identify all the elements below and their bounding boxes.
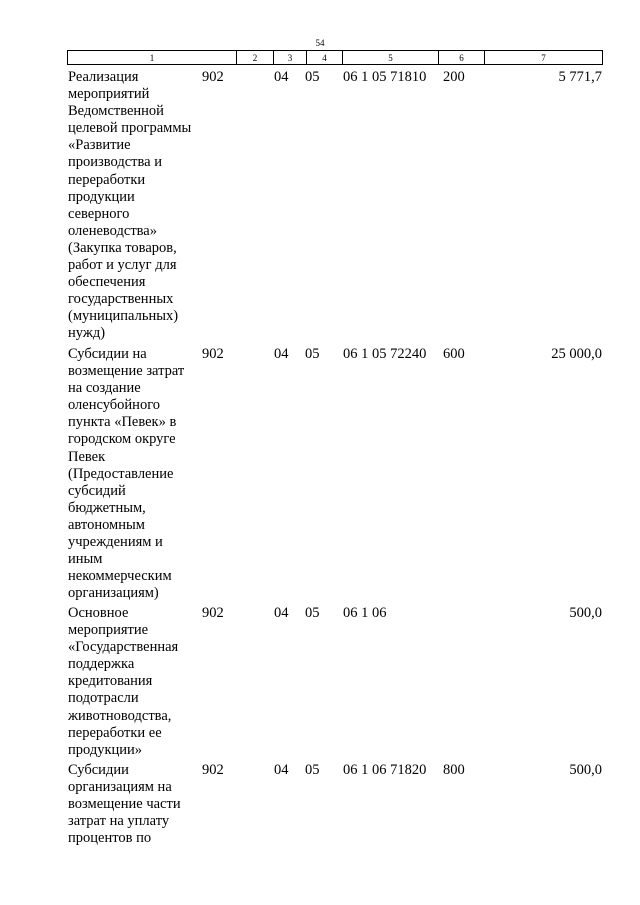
row-amount: 500,0 [569,762,602,778]
column-header-table [67,50,603,65]
row-name [68,762,200,847]
name-line: затрат на уплату [68,813,170,830]
name-line: оленсубойного [68,397,161,414]
row-section: 04 [274,605,289,621]
name-line: организациям на [68,779,172,796]
name-line: иным [68,551,103,568]
column-header-6: 6 [439,51,485,65]
name-line: продукции [68,188,135,205]
name-line: «Государственная [68,639,179,656]
row-section: 04 [274,346,289,362]
name-line: Основное [68,605,129,621]
name-line: пункта «Певек» в [68,414,177,431]
name-line: Певек [68,448,106,465]
name-line: (муниципальных) [68,308,179,325]
name-line: мероприятий [68,86,150,103]
name-line: (Предоставление [68,465,174,482]
name-line: государственных [68,291,174,308]
row-subsection: 05 [305,69,320,85]
name-line: субсидий [68,482,126,499]
row-name [68,69,200,343]
column-header-row [68,51,603,65]
row-target-code: 06 1 05 71810 [343,69,427,85]
row-expense-type: 800 [443,762,465,778]
name-line: Ведомственной [68,103,164,120]
name-line: животноводства, [68,707,172,724]
row-expense-type: 600 [443,346,465,362]
name-line: некоммерческим [68,568,172,585]
name-line: кредитования [68,673,153,690]
row-target-code: 06 1 06 [343,605,387,621]
column-header-2: 2 [237,51,274,65]
name-line: Субсидии на [68,346,147,362]
column-header-5: 5 [343,51,439,65]
row-name [68,605,200,759]
name-line: процентов по [68,830,152,847]
name-line: бюджетным, [68,499,146,516]
row-section: 04 [274,762,289,778]
name-line: (Закупка товаров, [68,239,177,256]
name-line: учреждениям и [68,534,163,551]
name-line: организациям) [68,585,159,602]
name-line: подотрасли [68,690,139,707]
name-line: работ и услуг для [68,257,177,274]
row-target-code: 06 1 06 71820 [343,762,427,778]
name-line: автономным [68,516,145,533]
page-number: 54 [315,38,325,48]
column-header-4: 4 [307,51,343,65]
row-amount: 25 000,0 [551,346,602,362]
row-target-code: 06 1 05 72240 [343,346,427,362]
name-line: северного [68,205,130,222]
name-line: переработки [68,171,146,188]
name-line: на создание [68,380,141,397]
name-line: поддержка [68,656,135,673]
row-admin-code: 902 [202,69,224,85]
name-line: обеспечения [68,274,146,291]
row-subsection: 05 [305,346,320,362]
name-line: нужд) [68,325,106,342]
name-line: Субсидии [68,762,129,778]
column-header-3: 3 [274,51,307,65]
row-admin-code: 902 [202,605,224,621]
name-line: городском округе [68,431,176,448]
name-line: производства и [68,154,162,171]
row-admin-code: 902 [202,346,224,362]
name-line: продукции» [68,741,143,758]
name-line: мероприятие [68,622,149,639]
row-subsection: 05 [305,762,320,778]
name-line: возмещение части [68,796,181,813]
name-line: переработки ее [68,724,162,741]
name-line: Реализация [68,69,139,85]
row-section: 04 [274,69,289,85]
column-header-1: 1 [68,51,237,65]
row-expense-type: 200 [443,69,465,85]
row-subsection: 05 [305,605,320,621]
row-name [68,346,200,602]
column-header-7: 7 [485,51,603,65]
name-line: «Развитие [68,137,131,154]
name-line: целевой программы [68,120,192,137]
row-amount: 500,0 [569,605,602,621]
row-amount: 5 771,7 [558,69,602,85]
name-line: оленеводства» [68,222,157,239]
row-admin-code: 902 [202,762,224,778]
name-line: возмещение затрат [68,363,185,380]
